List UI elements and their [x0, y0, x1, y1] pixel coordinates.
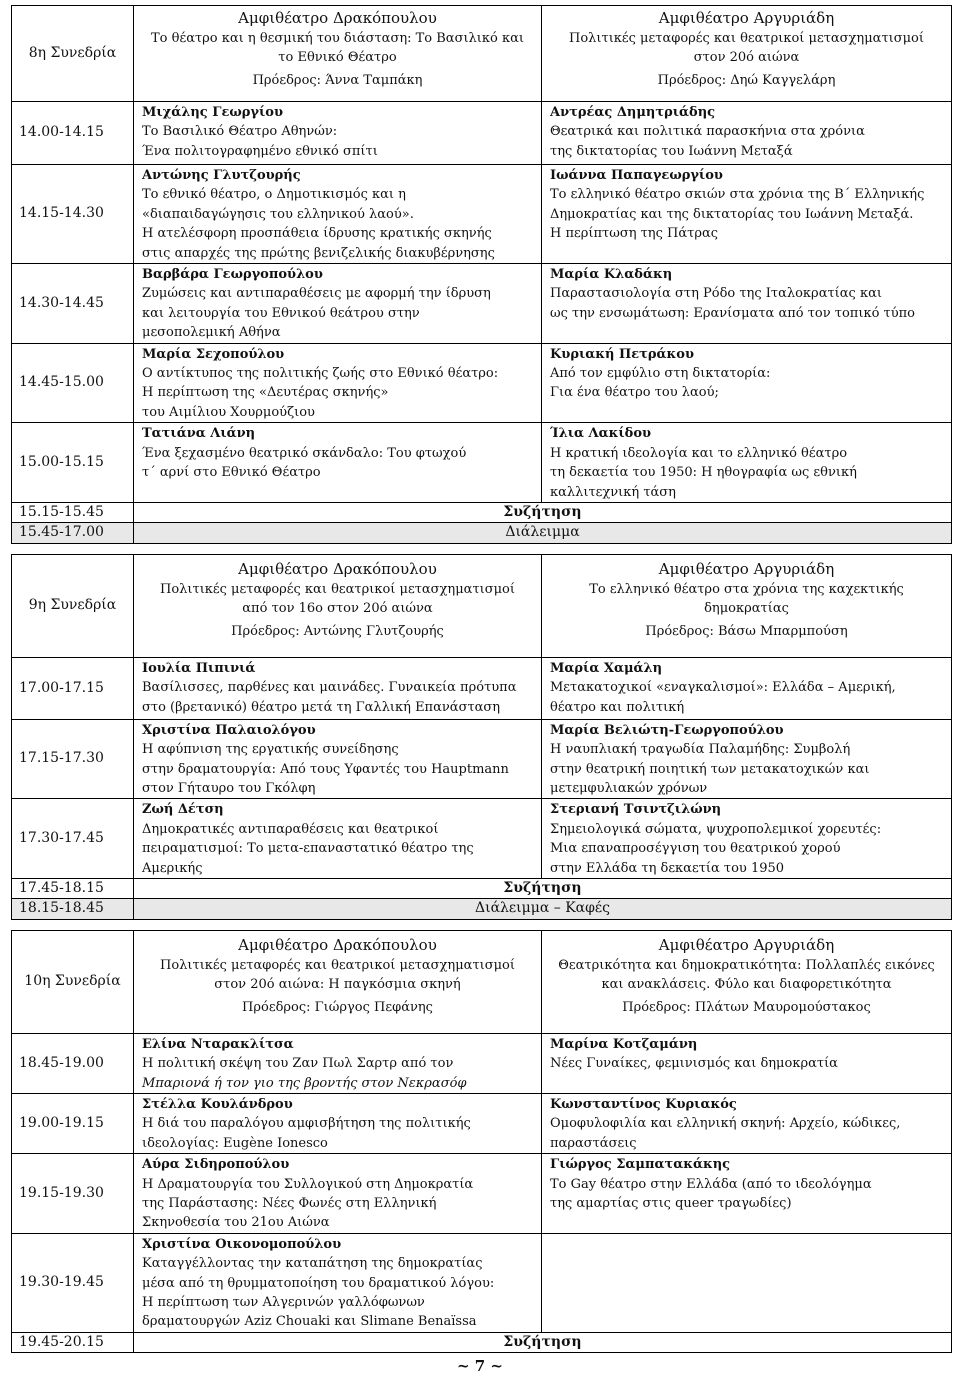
speaker-name: Αντρέας Δημητριάδης [550, 105, 716, 120]
slot-time: 14.45-15.00 [19, 374, 104, 391]
speaker-name: Ιουλία Πιπινιά [142, 660, 256, 676]
hall-name: Αμφιθέατρο Δρακόπουλου [238, 559, 437, 578]
chair: Πρόεδρος: Αντώνης Γλυτζουρής [231, 623, 444, 639]
slot-time: 17.00-17.15 [19, 679, 104, 696]
speaker-name: Τατιάνα Λιάνη [142, 426, 256, 442]
page-number: ~ 7 ~ [456, 1357, 504, 1375]
speaker-name: Μαρία Χαμάλη [550, 660, 663, 676]
table-row: 14.00-14.15 Μιχάλης Γεωργίου Το Βασιλικό Θέατρο Αθηνών: Ένα πολιτογραφημένο εθνικό σπίτι Αντρέας Δημητριάδης Θεατρικά και πολιτικά παρασκήνια στα χρόνια της δικτατορίας του Ιωάννη Μεταξά [12, 102, 952, 165]
speaker-name: Ζωή Δέτση [142, 802, 224, 818]
speaker-name: Χριστίνα Παλαιολόγου [142, 722, 316, 738]
speaker-name: Μαρία Κλαδάκη [550, 267, 673, 283]
speaker-name: Κωνσταντίνος Κυριακός [550, 1097, 737, 1112]
speaker-name: Μιχάλης Γεωργίου [142, 105, 283, 120]
slot-time: 18.45-19.00 [19, 1054, 104, 1071]
table-row: 17.00-17.15 Ιουλία Πιπινιά Βασίλισσες, παρθένες και μαινάδες. Γυναικεία πρότυπα στο (βρετανικό) θέατρο μετά τη Γαλλική Επανάσταση Μαρία Χαμάλη Μετακατοχικοί «εναγκαλισμοί»: Ελλάδα – Αμερική, θέατρο και πολιτική [12, 657, 952, 719]
discussion-label: Συζήτηση [503, 503, 582, 520]
speaker-name: Γιώργος Σαμπατακάκης [550, 1157, 731, 1173]
speaker-name: Μαρία Σεχοπούλου [142, 346, 285, 362]
speaker-name: Ιωάννα Παπαγεωργίου [550, 168, 723, 183]
left-session-header [134, 554, 542, 657]
speaker-name: Χριστίνα Οικονομοπούλου [142, 1236, 342, 1252]
program-page [11, 5, 951, 1353]
session-label: 9η Συνεδρία [12, 554, 134, 657]
table-row: 19.15-19.30 Αύρα Σιδηροπούλου Η Δραματουργία του Συλλογικού στη Δημοκρατία της Παράστασης: Νέες Φωνές στη Ελληνική Σκηνοθεσία του 21ου Αιώνα Γιώργος Σαμπατακάκης Το Gay θέατρο στην Ελλάδα (από το ιδεολόγημα της αμαρτίας στις queer τραγωδίες) [12, 1154, 952, 1234]
slot-time: 19.00-19.15 [19, 1114, 104, 1131]
slot-time: 17.30-17.45 [19, 829, 104, 846]
discussion-label: Συζήτηση [503, 1333, 582, 1350]
slot-time: 14.30-14.45 [19, 294, 104, 311]
slot-time: 14.00-14.15 [19, 124, 104, 141]
table-row: 18.45-19.00 Ελίνα Νταρακλίτσα Η πολιτική σκέψη του Ζαν Πωλ Σαρτρ από τον Μπαριονά ή τον γιο της βροντής στον Νεκρασόφ Μαρίνα Κοτζαμάνη Νέες Γυναίκες, φεμινισμός και δημοκρατία [12, 1033, 952, 1093]
speaker-name: Ίλια Λακίδου [550, 426, 652, 442]
session-title: Πολιτικές μεταφορές και θεατρικοί μετασχηματισμοί στον 20ό αιώνα [569, 31, 924, 65]
speaker-name: Ελίνα Νταρακλίτσα [142, 1036, 294, 1052]
speaker-name: Μαρίνα Κοτζαμάνη [550, 1036, 698, 1052]
chair: Πρόεδρος: Γιώργος Πεφάνης [242, 999, 433, 1015]
chair: Πρόεδρος: Βάσω Μπαρμπούση [645, 623, 848, 639]
hall-name: Αμφιθέατρο Αργυριάδη [658, 935, 835, 954]
hall-name: Αμφιθέατρο Αργυριάδη [658, 559, 835, 578]
speaker-name: Στεριανή Τσιντζιλώνη [550, 802, 722, 818]
speaker-name: Αντώνης Γλυτζουρής [142, 168, 301, 183]
session-10-table [11, 930, 952, 1354]
table-row: 15.00-15.15 Τατιάνα Λιάνη Ένα ξεχασμένο θεατρικό σκάνδαλο: Του φτωχού τ΄ αρνί στο Εθνικό Θέατρο Ίλια Λακίδου Η κρατική ιδεολογία και το ελληνικό θέατρο τη δεκαετία του 1950: Η ηθογραφία ως εθνική καλλιτεχνική τάση [12, 423, 952, 503]
discussion-label: Συζήτηση [503, 879, 582, 896]
session-title: Πολιτικές μεταφορές και θεατρικοί μετασχηματισμοί από τον 16ο στον 20ό αιώνα [160, 581, 515, 616]
hall-name: Αμφιθέατρο Δρακόπουλου [238, 9, 437, 27]
slot-time: 17.15-17.30 [19, 750, 104, 767]
speaker-name: Στέλλα Κουλάνδρου [142, 1097, 293, 1112]
session-title: Το ελληνικό θέατρο στα χρόνια της καχεκτικής δημοκρατίας [589, 581, 904, 616]
hall-name: Αμφιθέατρο Αργυριάδη [658, 9, 835, 27]
break-label: Διάλειμμα [505, 524, 580, 541]
table-row: 19.45-20.15 Συζήτηση [12, 1332, 952, 1352]
session-label: 10η Συνεδρία [12, 930, 134, 1033]
slot-time: 14.15-14.30 [19, 205, 104, 222]
session-8-table [11, 5, 952, 544]
table-row: 18.15-18.45 Διάλειμμα – Καφές [12, 899, 952, 919]
table-row: 14.30-14.45 Βαρβάρα Γεωργοπούλου Ζυμώσεις και αντιπαραθέσεις με αφορμή την ίδρυση και λειτουργία του Εθνικού θεάτρου στην μεσοπολεμική Αθήνα Μαρία Κλαδάκη Παραστασιολογία στη Ρόδο της Ιταλοκρατίας και ως την ενσωμάτωση: Ερανίσματα από τον τοπικό τύπο [12, 264, 952, 344]
slot-time: 15.00-15.15 [19, 453, 104, 470]
table-row: 17.30-17.45 Ζωή Δέτση Δημοκρατικές αντιπαραθέσεις και θεατρικοί πειραματισμοί: Το μετα-επαναστατικό θέατρο της Αμερικής Στεριανή Τσιντζιλώνη Σημειολογικά σώματα, ψυχροπολεμικοί χορευτές: Μια επαναπροσέγγιση του θεατρικού χορού στην Ελλάδα τη δεκαετία του 1950 [12, 799, 952, 879]
chair: Πρόεδρος: Άννα Ταμπάκη [252, 73, 423, 88]
speaker-name: Αύρα Σιδηροπούλου [142, 1157, 290, 1173]
break-label: Διάλειμμα – Καφές [474, 900, 611, 917]
session-label: 8η Συνεδρία [12, 6, 134, 102]
speaker-name: Μαρία Βελιώτη-Γεωργοπούλου [550, 722, 784, 738]
left-session-header [134, 930, 542, 1033]
chair: Πρόεδρος: Πλάτων Μαυρομούστακος [622, 999, 871, 1015]
table-row: 17.15-17.30 Χριστίνα Παλαιολόγου Η αφύπνιση της εργατικής συνείδησης στην δραματουργία: Από τους Υφαντές του Hauptmann στον Γήταυρο του Γκόλφη Μαρία Βελιώτη-Γεωργοπούλου Η ναυπλιακή τραγωδία Παλαμήδης: Συμβολή στην θεατρική ποιητική των μετακατοχικών και μετεμφυλιακών χρόνων [12, 719, 952, 799]
table-row: 19.00-19.15 Στέλλα Κουλάνδρου Η διά του παραλόγου αμφισβήτηση της πολιτικής ιδεολογίας: Eugène Ionesco Κωνσταντίνος Κυριακός Ομοφυλοφιλία και ελληνική σκηνή: Αρχείο, κώδικες, παραστάσεις [12, 1094, 952, 1154]
session-title: Πολιτικές μεταφορές και θεατρικοί μετασχηματισμοί στον 20ό αιώνα: Η παγκόσμια σκηνή [160, 957, 515, 992]
table-row: 19.30-19.45 Χριστίνα Οικονομοπούλου Καταγγέλλοντας την καταπάτηση της δημοκρατίας μέσα από τη θρυμματοποίηση του δραματικού λόγου: Η περίπτωση των Αλγερινών γαλλόφωνων δραματουργών Aziz Chouaki και Slimane Benaïssa [12, 1233, 952, 1332]
table-row: 14.45-15.00 Μαρία Σεχοπούλου Ο αντίκτυπος της πολιτικής ζωής στο Εθνικό θέατρο: Η περίπτωση της «Δευτέρας σκηνής» του Αιμίλιου Χουρμούζιου Κυριακή Πετράκου Από τον εμφύλιο στη δικτατορία: Για ένα θέατρο του λαού; [12, 343, 952, 423]
chair: Πρόεδρος: Δηώ Καγγελάρη [657, 73, 836, 88]
slot-time: 19.30-19.45 [19, 1274, 104, 1291]
speaker-name: Κυριακή Πετράκου [550, 346, 694, 362]
right-session-header [542, 930, 952, 1033]
session-title: Το θέατρο και η θεσμική του διάσταση: Το Βασιλικό και το Εθνικό Θέατρο [151, 31, 524, 65]
table-row: 14.15-14.30 Αντώνης Γλυτζουρής Το εθνικό θέατρο, ο Δημοτικισμός και η «διαπαιδαγώγησις του ελληνικού λαού». Η ατελέσφορη προσπάθεια ίδρυσης κρατικής σκηνής στις απαρχές της πρώτης βενιζελικής διακυβέρνησης Ιωάννα Παπαγεωργίου Το ελληνικό θέατρο σκιών στα χρόνια της Β΄ Ελληνικής Δημοκρατίας και της δικτατορίας του Ιωάννη Μεταξά. Η περίπτωση της Πάτρας [12, 165, 952, 264]
hall-name: Αμφιθέατρο Δρακόπουλου [238, 935, 437, 954]
speaker-name: Βαρβάρα Γεωργοπούλου [142, 267, 323, 283]
left-session-header [134, 6, 542, 102]
right-session-header [542, 6, 952, 102]
session-9-table [11, 554, 952, 920]
table-row: 15.45-17.00 Διάλειμμα [12, 523, 952, 543]
table-row: 17.45-18.15 Συζήτηση [12, 878, 952, 898]
slot-time: 19.15-19.30 [19, 1184, 104, 1201]
right-session-header [542, 554, 952, 657]
table-row: 15.15-15.45 Συζήτηση [12, 502, 952, 522]
session-title: Θεατρικότητα και δημοκρατικότητα: Πολλαπλές εικόνες και ανακλάσεις. Φύλο και διαφορετικότητα [558, 957, 935, 992]
